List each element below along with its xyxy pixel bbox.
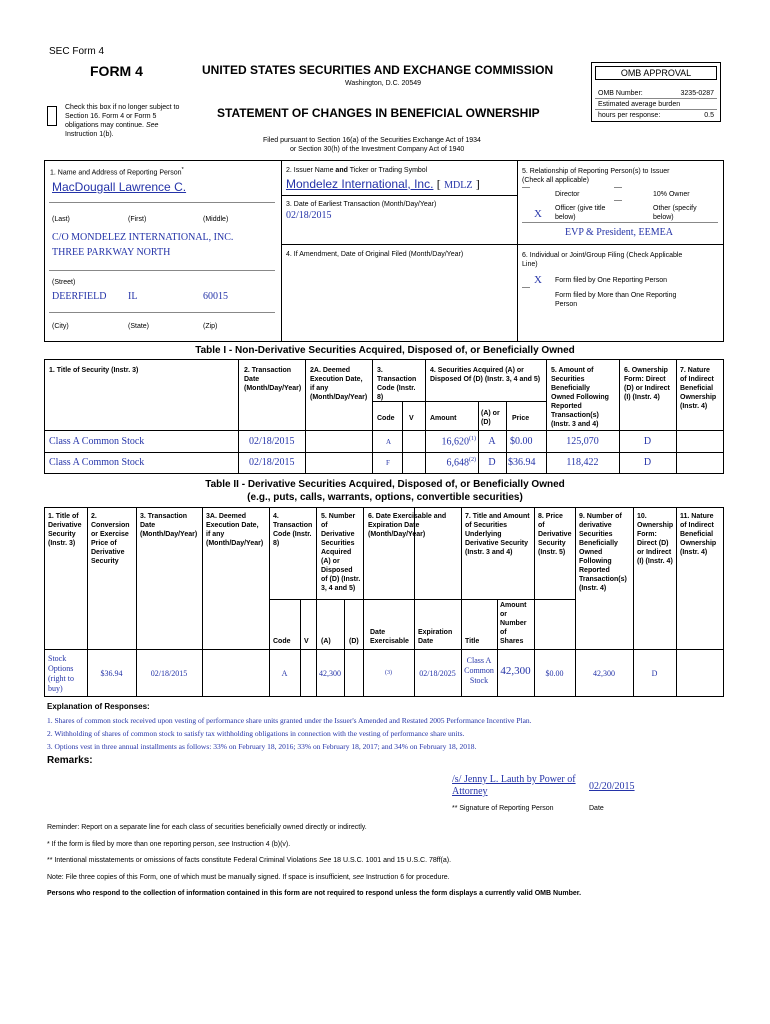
t2-r1-exercisable: (3) bbox=[385, 670, 392, 676]
footer-notes bbox=[47, 820, 737, 903]
state-value: IL bbox=[128, 291, 138, 302]
omb-approval-title: OMB APPROVAL bbox=[595, 66, 717, 80]
director-label: Director bbox=[555, 191, 580, 198]
footnote-omb-notice: Persons who respond to the collection of information contained in this form are not required to respond unless the form displays a currently valid OMB Number. bbox=[47, 890, 582, 897]
t1-r1-ad: A bbox=[488, 436, 496, 447]
t2-sub-shares: Amount or Number of Shares bbox=[500, 602, 527, 645]
explanation-notes bbox=[47, 714, 727, 753]
t1-r2-ad: D bbox=[488, 457, 496, 468]
omb-number-value: 3235-0287 bbox=[680, 90, 714, 97]
date-label: Date bbox=[589, 805, 604, 812]
t1-r2-owned: 118,422 bbox=[566, 457, 599, 468]
t2-sub-d: (D) bbox=[349, 638, 359, 645]
list-item: 3. Options vest in three annual installments as follows: 33% on February 18, 2016; 33% on February 18, 2017; and 34% on February 18, 2018. bbox=[47, 742, 477, 751]
t2-header-number: 5. Number of Derivative Securities Acquired (A) or Disposed of (D) (Instr. 3, 4 and 5) bbox=[321, 513, 361, 592]
t2-header-code: 4. Transaction Code (Instr. 8) bbox=[273, 513, 313, 547]
filed-pursuant-line-1: Filed pursuant to Section 16(a) of the Securities Exchange Act of 1934 bbox=[263, 137, 481, 144]
t2-r1-underlying-title: Class A Common Stock bbox=[464, 656, 494, 685]
t2-header-price: 8. Price of Derivative Security (Instr. 5) bbox=[538, 513, 572, 556]
relationship-label: 5. Relationship of Reporting Person(s) to Issuer (Check all applicable) bbox=[522, 168, 670, 184]
t2-sub-title: Title bbox=[465, 638, 480, 645]
t1-r2-form: D bbox=[643, 457, 652, 468]
t2-sub-expiration: Expiration Date bbox=[418, 629, 453, 645]
issuer-name-label: 2. Issuer Name and Ticker or Trading Symbol bbox=[286, 167, 428, 174]
one-person-label: Form filed by One Reporting Person bbox=[555, 277, 668, 284]
t1-header-owned: 5. Amount of Securities Beneficially Owned Following Reported Transaction(s) (Instr. 3 and 4) bbox=[551, 367, 609, 428]
t2-r1-code: A bbox=[281, 669, 288, 678]
ticker-symbol: MDLZ bbox=[444, 180, 473, 191]
t1-r2-code: F bbox=[386, 459, 390, 467]
t1-r2-price: $36.94 bbox=[508, 457, 536, 468]
table-row: Stock Options (right to buy) bbox=[48, 654, 74, 693]
t2-r1-a: 42,300 bbox=[319, 669, 341, 678]
t2-r1-expiration: 02/18/2025 bbox=[419, 669, 456, 678]
list-item: 2. Withholding of shares of common stock to satisfy tax withholding obligations in connection with the vesting of performance share units. bbox=[47, 729, 465, 738]
footnote-copies: Note: File three copies of this Form, one of which must be manually signed. If space is insufficient, see Instruction 6 for procedure. bbox=[47, 873, 450, 881]
omb-hours-value: 0.5 bbox=[704, 112, 714, 119]
reporting-person-label: 1. Name and Address of Reporting Person* bbox=[50, 167, 184, 177]
filing-type-label: 6. Individual or Joint/Group Filing (Check Applicable Line) bbox=[522, 252, 683, 268]
t1-header-deemed: 2A. Deemed Execution Date, if any (Month/Day/Year) bbox=[310, 367, 368, 401]
t2-header-date: 3. Transaction Date (Month/Day/Year) bbox=[140, 513, 198, 538]
t2-header-nature: 11. Nature of Indirect Beneficial Ownership (Instr. 4) bbox=[680, 513, 717, 556]
t2-header-owned: 9. Number of derivative Securities Beneficially Owned Following Reported Transaction(s) (Instr. 4) bbox=[579, 513, 627, 592]
omb-approval-box bbox=[591, 62, 721, 122]
t1-r1-owned: 125,070 bbox=[566, 436, 599, 447]
t2-sub-code: Code bbox=[273, 638, 291, 645]
table-row: Class A Common Stock bbox=[49, 457, 145, 468]
t1-r1-code: A bbox=[386, 438, 392, 446]
ten-percent-owner-label: 10% Owner bbox=[653, 191, 690, 198]
t2-sub-v: V bbox=[304, 638, 309, 645]
t1-sub-price: Price bbox=[512, 415, 530, 422]
remarks-heading: Remarks: bbox=[47, 755, 93, 766]
t1-sub-ad: (A) or (D) bbox=[481, 410, 500, 426]
officer-label: Officer (give title below) bbox=[555, 205, 606, 221]
table2 bbox=[44, 507, 724, 697]
t2-r1-owned: 42,300 bbox=[593, 669, 615, 678]
officer-checkmark: X bbox=[534, 208, 542, 220]
commission-title: UNITED STATES SECURITIES AND EXCHANGE COMMISSION bbox=[202, 63, 554, 77]
t1-header-code: 3. Transaction Code (Instr. 8) bbox=[377, 367, 417, 401]
issuer-name[interactable]: Mondelez International, Inc. bbox=[286, 177, 434, 191]
t1-header-date: 2. Transaction Date (Month/Day/Year) bbox=[244, 367, 302, 392]
one-person-checkmark: X bbox=[534, 274, 542, 286]
omb-hours-label: hours per response: bbox=[598, 112, 661, 119]
no-longer-subject-checkbox[interactable] bbox=[47, 106, 57, 126]
table1-title: Table I - Non-Derivative Securities Acquired, Disposed of, or Beneficially Owned bbox=[195, 345, 575, 356]
first-label: (First) bbox=[128, 216, 147, 223]
t2-r1-derivative-price: $0.00 bbox=[545, 669, 564, 678]
t1-header-acquired: 4. Securities Acquired (A) or Disposed Of (D) (Instr. 3, 4 and 5) bbox=[430, 367, 541, 383]
city-label: (City) bbox=[52, 323, 69, 330]
t2-r1-form: D bbox=[651, 669, 658, 678]
t1-header-form: 6. Ownership Form: Direct (D) or Indirect (I) (Instr. 4) bbox=[624, 367, 670, 401]
t2-header-conversion: 2. Conversion or Exercise Price of Derivative Security bbox=[91, 513, 130, 565]
table2-title: Table II - Derivative Securities Acquired, Disposed of, or Beneficially Owned (e.g., puts, calls, warrants, options, convertible securities) bbox=[205, 479, 565, 503]
form-title: FORM 4 bbox=[90, 63, 143, 79]
last-label: (Last) bbox=[52, 216, 70, 223]
sec-form-label: SEC Form 4 bbox=[49, 46, 105, 57]
t2-sub-a: (A) bbox=[321, 638, 331, 645]
street-label: (Street) bbox=[52, 279, 76, 286]
t1-r1-date: 02/18/2015 bbox=[249, 436, 295, 447]
footnote-misstatements: ** Intentional misstatements or omissions of facts constitute Federal Criminal Violations See 18 U.S.C. 1001 and 15 U.S.C. 78ff(a). bbox=[47, 857, 452, 864]
zip-value: 60015 bbox=[203, 291, 228, 302]
t1-r1-price: $0.00 bbox=[510, 436, 533, 447]
zip-label: (Zip) bbox=[203, 323, 218, 330]
officer-title: EVP & President, EEMEA bbox=[565, 227, 673, 238]
list-item: 1. Shares of common stock received upon vesting of performance share units granted under the Issuer's Amended and Restated 2005 Performance Incentive Plan. bbox=[47, 716, 532, 725]
commission-city: Washington, D.C. 20549 bbox=[345, 80, 422, 87]
reporting-person-name[interactable]: MacDougall Lawrence C. bbox=[52, 180, 187, 194]
t2-header-underlying: 7. Title and Amount of Securities Underlying Derivative Security (Instr. 3 and 4) bbox=[465, 513, 530, 556]
table1 bbox=[44, 359, 724, 474]
t2-header-title: 1. Title of Derivative Security (Instr. 3) bbox=[48, 513, 82, 547]
t1-r1-amount: 16,620$^{(1)}$ bbox=[441, 436, 476, 448]
city-value: DEERFIELD bbox=[52, 291, 107, 302]
amendment-date-label: 4. If Amendment, Date of Original Filed (Month/Day/Year) bbox=[286, 251, 464, 258]
earliest-transaction-date: 02/18/2015 bbox=[286, 210, 332, 221]
t2-r1-underlying-shares: 42,300 bbox=[500, 665, 531, 677]
t1-r2-amount: 6,648$^{(2)}$ bbox=[446, 457, 476, 469]
omb-burden-label: Estimated average burden bbox=[598, 101, 681, 108]
reminder-text: Reminder: Report on a separate line for each class of securities beneficially owned directly or indirectly. bbox=[47, 824, 367, 831]
explanation-heading: Explanation of Responses: bbox=[47, 702, 150, 711]
t2-r1-date: 02/18/2015 bbox=[150, 669, 188, 678]
footnote-multiple-persons: * If the form is filed by more than one reporting person, see Instruction 4 (b)(v). bbox=[47, 840, 291, 848]
t1-sub-v: V bbox=[409, 415, 414, 422]
t1-sub-code: Code bbox=[377, 415, 395, 422]
state-label: (State) bbox=[128, 323, 150, 330]
t1-header-nature: 7. Nature of Indirect Beneficial Ownership (Instr. 4) bbox=[680, 367, 717, 410]
signature-label: ** Signature of Reporting Person bbox=[452, 805, 554, 812]
signature-name[interactable]: /s/ Jenny L. Lauth by Power of Attorney bbox=[452, 774, 576, 797]
t2-header-exercisable: 6. Date Exercisable and Expiration Date (Month/Day/Year) bbox=[368, 513, 447, 538]
t1-r2-date: 02/18/2015 bbox=[249, 457, 295, 468]
signature-date[interactable]: 02/20/2015 bbox=[589, 781, 635, 792]
t1-sub-amount: Amount bbox=[430, 415, 457, 422]
issuer-name-line: Mondelez International, Inc. [ MDLZ ] bbox=[286, 177, 480, 191]
t2-sub-date-exercisable: Date Exercisable bbox=[370, 629, 409, 645]
more-persons-label: Form filed by More than One Reporting Person bbox=[555, 292, 677, 308]
t2-header-deemed: 3A. Deemed Execution Date, if any (Month/Day/Year) bbox=[206, 513, 264, 547]
middle-label: (Middle) bbox=[203, 216, 229, 223]
statement-title: STATEMENT OF CHANGES IN BENEFICIAL OWNERSHIP bbox=[217, 106, 540, 120]
t2-header-form: 10. Ownership Form: Direct (D) or Indirect (I) (Instr. 4) bbox=[637, 513, 674, 565]
checkbox-instruction: Check this box if no longer subject to Section 16. Form 4 or Form 5 obligations may continue. See Instruction 1(b). bbox=[65, 104, 180, 138]
other-label: Other (specify below) bbox=[653, 205, 697, 221]
t1-header-title: 1. Title of Security (Instr. 3) bbox=[49, 367, 139, 374]
filed-pursuant-line-2: or Section 30(h) of the Investment Company Act of 1940 bbox=[290, 146, 465, 153]
t2-r1-price: $36.94 bbox=[100, 669, 123, 678]
earliest-transaction-label: 3. Date of Earliest Transaction (Month/Day/Year) bbox=[286, 201, 437, 208]
omb-number-label: OMB Number: bbox=[598, 90, 643, 97]
address-line-1: C/O MONDELEZ INTERNATIONAL, INC. bbox=[52, 232, 234, 243]
t1-r1-form: D bbox=[643, 436, 652, 447]
address-line-2: THREE PARKWAY NORTH bbox=[52, 247, 171, 258]
table-row: Class A Common Stock bbox=[49, 436, 145, 447]
